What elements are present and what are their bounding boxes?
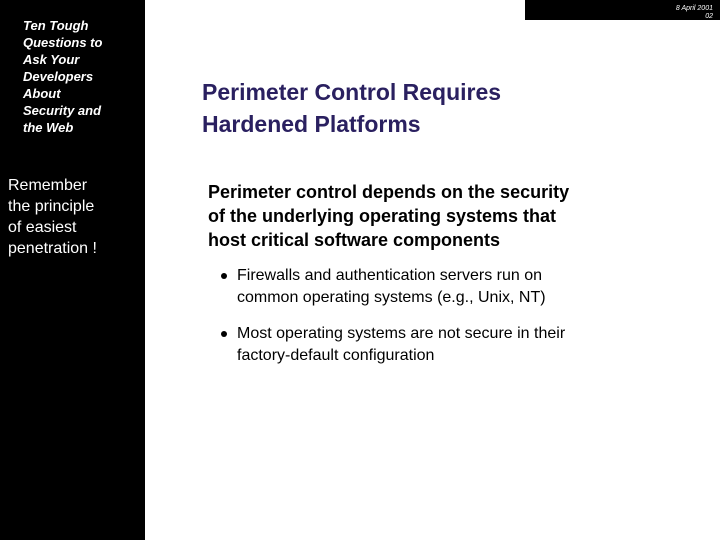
main-point-line: host critical software components (208, 230, 501, 250)
main-point-line: of the underlying operating systems that (208, 206, 557, 226)
deck-title-line: the Web (23, 120, 74, 135)
date-band (525, 0, 720, 20)
bullet-dot-icon (221, 331, 227, 337)
page-number: 02 (705, 13, 713, 20)
deck-title-line: Developers (23, 69, 94, 84)
bullet-list (221, 265, 711, 381)
deck-title-line: Questions to (23, 35, 103, 50)
deck-title-line: Ten Tough (23, 18, 89, 33)
main-point-line: Perimeter control depends on the security (208, 182, 570, 202)
side-note-line: of easiest (8, 219, 77, 236)
slide-title (202, 76, 702, 140)
slide-title-line: Hardened Platforms (202, 111, 421, 137)
main-point (208, 180, 713, 252)
side-note (8, 175, 140, 259)
bullet-dot-icon (221, 273, 227, 279)
sidebar (0, 0, 145, 540)
deck-title-line: Ask Your (23, 52, 80, 67)
deck-title-line: Security and (23, 103, 102, 118)
bullet-line: Most operating systems are not secure in their (237, 325, 566, 342)
bullet-line: Firewalls and authentication servers run on (237, 267, 543, 284)
deck-title (23, 17, 138, 136)
side-note-line: penetration ! (8, 240, 97, 257)
bullet-line: factory-default configuration (237, 347, 435, 364)
bullet-item (221, 265, 711, 309)
side-note-line: Remember (8, 177, 88, 194)
side-note-line: the principle (8, 198, 95, 215)
bullet-item (221, 323, 711, 367)
slide-title-line: Perimeter Control Requires (202, 79, 502, 105)
bullet-line: common operating systems (e.g., Unix, NT) (237, 289, 546, 306)
deck-title-line: About (23, 86, 61, 101)
date-text: 8 April 2001 (675, 5, 713, 12)
slide-content (145, 0, 720, 540)
date-label (525, 5, 713, 21)
